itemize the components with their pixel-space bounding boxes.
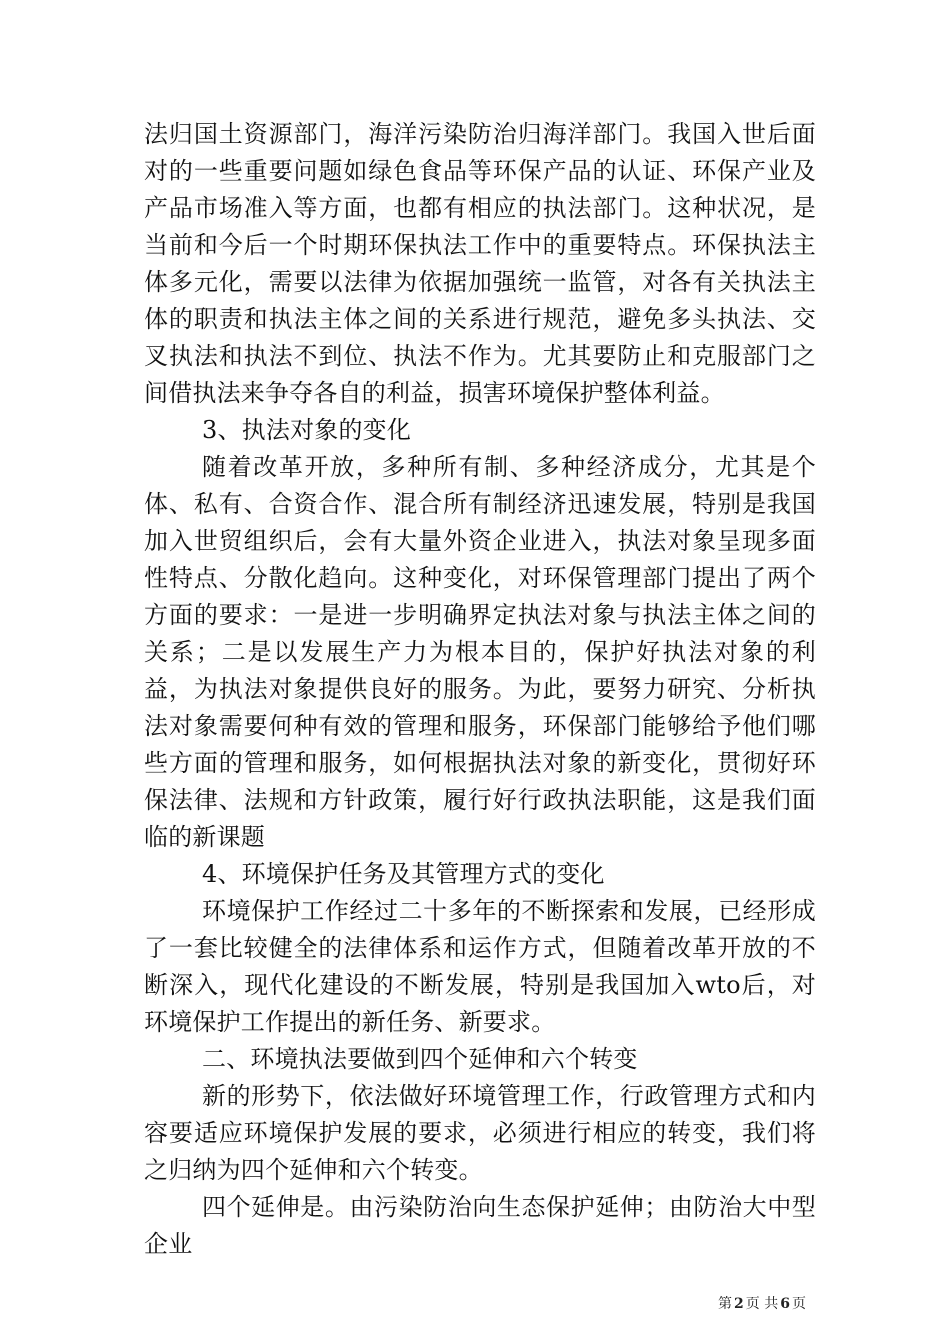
paragraph-5: 四个延伸是。由污染防治向生态保护延伸；由防治大中型企业 [144,1193,816,1258]
section-heading-4: 4、环境保护任务及其管理方式的变化 [202,860,605,888]
paragraph-3: 环境保护工作经过二十多年的不断探索和发展，已经形成了一套比较健全的法律体系和运作方式，但随着改革开放的不断深入，现代化建设的不断发展，特别是我国加入wto后，对环境保护工作提出的新任务、新要求。 [144,897,816,1036]
document-body [144,116,816,1263]
page-number-footer [718,1295,806,1313]
section-heading-part-2: 二、环境执法要做到四个延伸和六个转变 [202,1045,638,1073]
footer-middle: 页 共 [745,1296,779,1312]
section-heading-3: 3、执法对象的变化 [202,416,412,444]
footer-prefix: 第 [718,1296,733,1312]
total-page-number: 6 [780,1296,790,1312]
paragraph-4: 新的形势下，依法做好环境管理工作，行政管理方式和内容要适应环境保护发展的要求，必须进行相应的转变，我们将之归纳为四个延伸和六个转变。 [144,1082,816,1184]
paragraph-1: 法归国土资源部门，海洋污染防治归海洋部门。我国入世后面对的一些重要问题如绿色食品等环保产品的认证、环保产业及产品市场准入等方面，也都有相应的执法部门。这种状况，是当前和今后一个时期环保执法工作中的重要特点。环保执法主体多元化，需要以法律为依据加强统一监管，对各有关执法主体的职责和执法主体之间的关系进行规范，避免多头执法、交叉执法和执法不到位、执法不作为。尤其要防止和克服部门之间借执法来争夺各自的利益，损害环境保护整体利益。 [144,120,816,407]
paragraph-2: 随着改革开放，多种所有制、多种经济成分，尤其是个体、私有、合资合作、混合所有制经济迅速发展，特别是我国加入世贸组织后，会有大量外资企业进入，执法对象呈现多面性特点、分散化趋向。这种变化，对环保管理部门提出了两个方面的要求：一是进一步明确界定执法对象与执法主体之间的关系；二是以发展生产力为根本目的，保护好执法对象的利益，为执法对象提供良好的服务。为此，要努力研究、分析执法对象需要何种有效的管理和服务，环保部门能够给予他们哪些方面的管理和服务，如何根据执法对象的新变化，贯彻好环保法律、法规和方针政策，履行好行政执法职能，这是我们面临的新课题 [144,453,816,851]
current-page-number: 2 [734,1296,744,1312]
footer-suffix: 页 [792,1296,806,1312]
